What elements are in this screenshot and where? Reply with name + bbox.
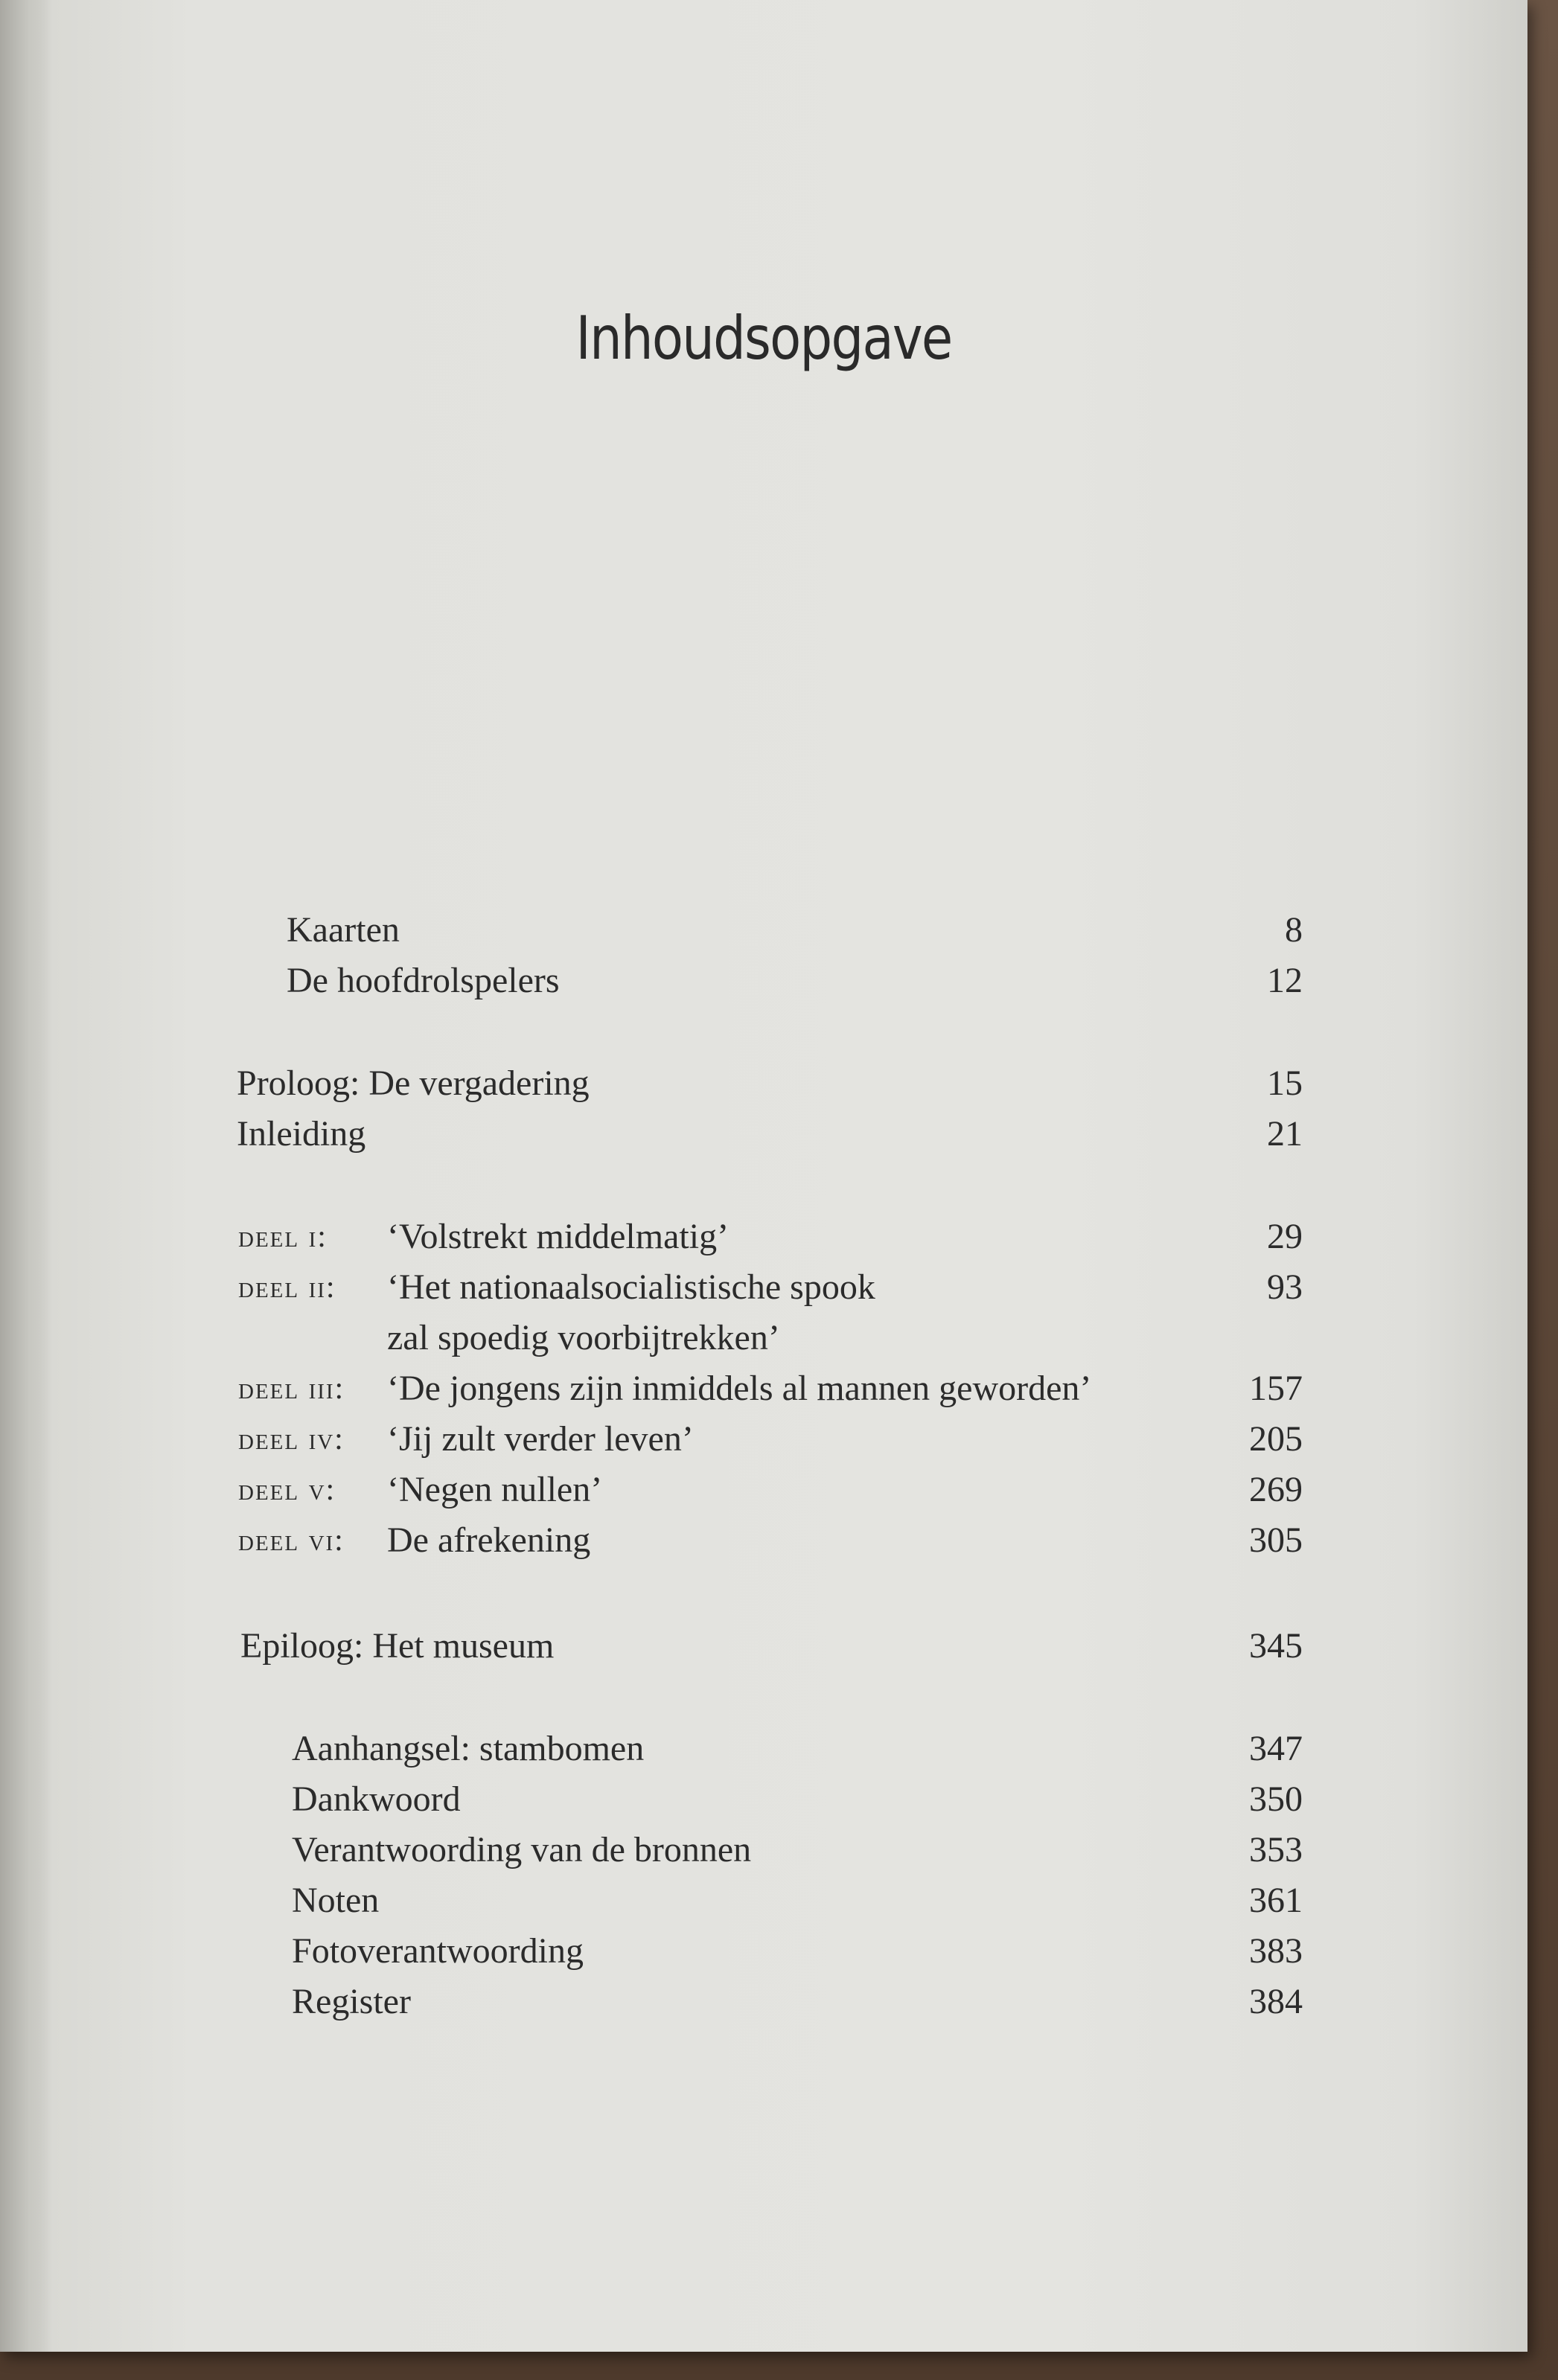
toc-part-3: [238, 1368, 1303, 1421]
toc-entry-label: Proloog: De vergadering: [237, 1063, 590, 1103]
toc-entry-label: ‘Het nationaalsocialistische spook: [387, 1267, 875, 1307]
toc-part-5: [238, 1469, 1303, 1523]
toc-entry-page: 345: [1249, 1626, 1303, 1666]
toc-entry-label: ‘Negen nullen’: [387, 1470, 603, 1509]
toc-entry-label: Aanhangsel: stambomen: [292, 1729, 645, 1768]
toc-part-1: [238, 1216, 1303, 1270]
toc-part-number: deel iii:: [238, 1372, 345, 1406]
toc-entry-label: Dankwoord: [292, 1779, 461, 1819]
toc-entry-page: 383: [1249, 1931, 1303, 1971]
toc-entry-page: 21: [1267, 1114, 1303, 1154]
toc-entry-page: 361: [1249, 1881, 1303, 1920]
toc-entry-page: 305: [1249, 1520, 1303, 1560]
toc-entry-page: 350: [1249, 1779, 1303, 1819]
toc-entry-page: 353: [1249, 1830, 1303, 1869]
toc-entry-label: Inleiding: [237, 1114, 366, 1154]
toc-entry-page: 347: [1249, 1729, 1303, 1768]
toc-entry-label: ‘Volstrekt middelmatig’: [387, 1217, 729, 1256]
toc-part-2: [238, 1267, 1303, 1320]
page-gutter: [0, 0, 52, 2352]
toc-entry-epiloog: [240, 1625, 1303, 1679]
toc-entry-page: 15: [1267, 1063, 1303, 1103]
toc-entry-hoofdrolspelers: [287, 960, 1303, 1014]
toc-entry-label: De afrekening: [387, 1520, 591, 1560]
toc-entry-page: 157: [1249, 1369, 1303, 1408]
toc-entry-page: 384: [1249, 1982, 1303, 2021]
toc-entry-register: [292, 1981, 1303, 2035]
toc-entry-label: Verantwoording van de bronnen: [292, 1830, 752, 1869]
toc-entry-label-line2: zal spoedig voorbijtrekken’: [387, 1318, 780, 1357]
toc-entry-proloog: [237, 1063, 1303, 1116]
toc-entry-label: Noten: [292, 1881, 380, 1920]
toc-part-number: deel vi:: [238, 1523, 345, 1558]
toc-part-number: deel v:: [238, 1473, 336, 1507]
page-title: Inhoudsopgave: [575, 304, 952, 373]
toc-entry-noten: [292, 1880, 1303, 1933]
toc-part-number: deel ii:: [238, 1270, 336, 1305]
toc-entry-kaarten: [287, 909, 1303, 963]
toc-entry-page: 29: [1267, 1217, 1303, 1256]
toc-part-4: [238, 1418, 1303, 1472]
toc-entry-page: 93: [1267, 1267, 1303, 1307]
toc-part-number: deel iv:: [238, 1422, 345, 1456]
toc-entry-inleiding: [237, 1113, 1303, 1167]
toc-entry-page: 205: [1249, 1419, 1303, 1459]
toc-entry-label: De hoofdrolspelers: [287, 961, 560, 1000]
toc-entry-label: Kaarten: [287, 910, 400, 950]
toc-entry-label: Register: [292, 1982, 411, 2021]
toc-part-2-line2: [238, 1317, 1303, 1371]
toc-entry-fotoverantwoording: [292, 1930, 1303, 1984]
toc-entry-page: 8: [1285, 910, 1303, 950]
toc-entry-label: ‘Jij zult verder leven’: [387, 1419, 694, 1459]
toc-part-6: [238, 1520, 1303, 1573]
toc-entry-dankwoord: [292, 1779, 1303, 1832]
toc-entry-aanhangsel: [292, 1728, 1303, 1782]
toc-entry-page: 12: [1267, 961, 1303, 1000]
toc-entry-page: 269: [1249, 1470, 1303, 1509]
toc-entry-label: Epiloog: Het museum: [240, 1626, 555, 1666]
toc-entry-label: ‘De jongens zijn inmiddels al mannen geworden’: [387, 1369, 1092, 1408]
toc-part-number: deel i:: [238, 1220, 328, 1254]
toc-entry-label: Fotoverantwoording: [292, 1931, 584, 1971]
toc-entry-verantwoording: [292, 1829, 1303, 1883]
